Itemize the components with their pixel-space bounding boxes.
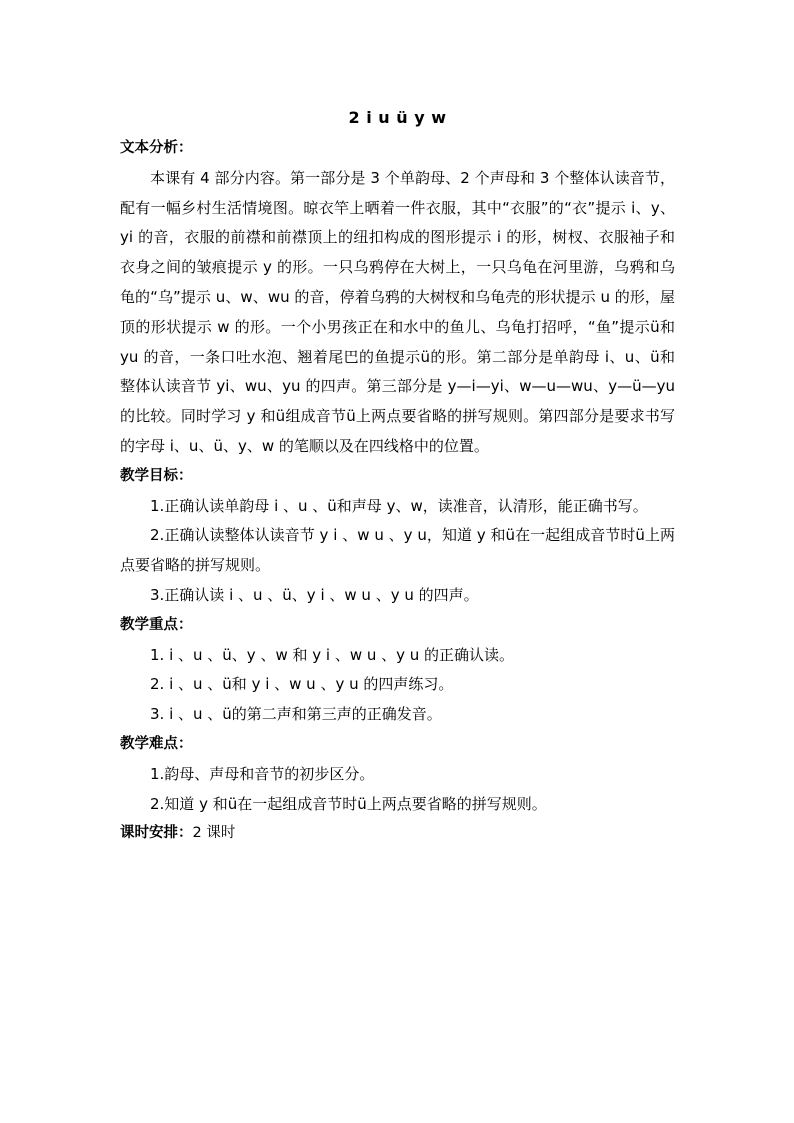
analysis-paragraph: 本课有 4 部分内容。第一部分是 3 个单韵母、2 个声母和 3 个整体认读音节，配有一幅乡村生活情境图。晾衣竿上晒着一件衣服，其中“衣服”的“衣”提示 i、y、yi 的音，衣服的前襟和前襟顶上的纽扣构成的图形提示 i 的形，树杈、衣服袖子和衣身之间的皱痕提示 y 的形。一只乌鸦停在大树上，一只乌龟在河里游，乌鸦和乌龟的“乌”提示 u、w、wu 的音，停着乌鸦的大树杈和乌龟壳的形状提示 u 的形，屋顶的形状提示 w 的形。一个小男孩正在和水中的鱼儿、乌龟打招呼，“鱼”提示ü和 yu 的音，一条口吐水泡、翘着尾巴的鱼提示ü的形。第二部分是单韵母 i、u、ü和整体认读音节 yi、wu、yu 的四声。第三部分是 y—i—yi、w—u—wu、y—ü—yu 的比较。同时学习 y 和ü组成音节ü上两点要省略的拼写规则。第四部分是要求书写的字母 i、u、ü、y、w 的笔顺以及在四线格中的位置。 (120, 168, 675, 455)
document-content (120, 104, 675, 849)
difficulty-item-1: 1.韵母、声母和音节的初步区分。 (150, 764, 375, 783)
key-point-item-1: 1. i 、u 、ü、y 、w 和 y i 、w u 、y u 的正确认读。 (150, 645, 515, 664)
key-point-item-3: 3. i 、u 、ü的第二声和第三声的正确发音。 (150, 705, 442, 724)
schedule-value: 2 课时 (192, 825, 236, 842)
difficulties-heading: 教学难点： (120, 735, 193, 752)
analysis-heading: 文本分析： (120, 140, 193, 156)
goal-item-2: 2.正确认读整体认读音节 y i 、w u 、y u，知道 y 和ü在一起组成音节时ü上两点要省略的拼写规则。 (120, 526, 675, 575)
schedule-line (120, 819, 675, 849)
schedule-label: 课时安排： (120, 825, 193, 842)
difficulty-item-2: 2.知道 y 和ü在一起组成音节时ü上两点要省略的拼写规则。 (150, 794, 547, 813)
key-point-item-2: 2. i 、u 、ü和 y i 、w u 、y u 的四声练习。 (150, 675, 454, 694)
lesson-title: 2 i u ü y w (348, 108, 447, 127)
goal-item-3: 3.正确认读 i 、u 、ü、y i 、w u 、y u 的四声。 (150, 585, 479, 604)
goals-heading: 教学目标： (120, 467, 193, 484)
goal-item-1: 1.正确认读单韵母 i 、u 、ü和声母 y、w，读准音，认清形，能正确书写。 (150, 496, 648, 515)
key-points-heading: 教学重点： (120, 616, 193, 633)
